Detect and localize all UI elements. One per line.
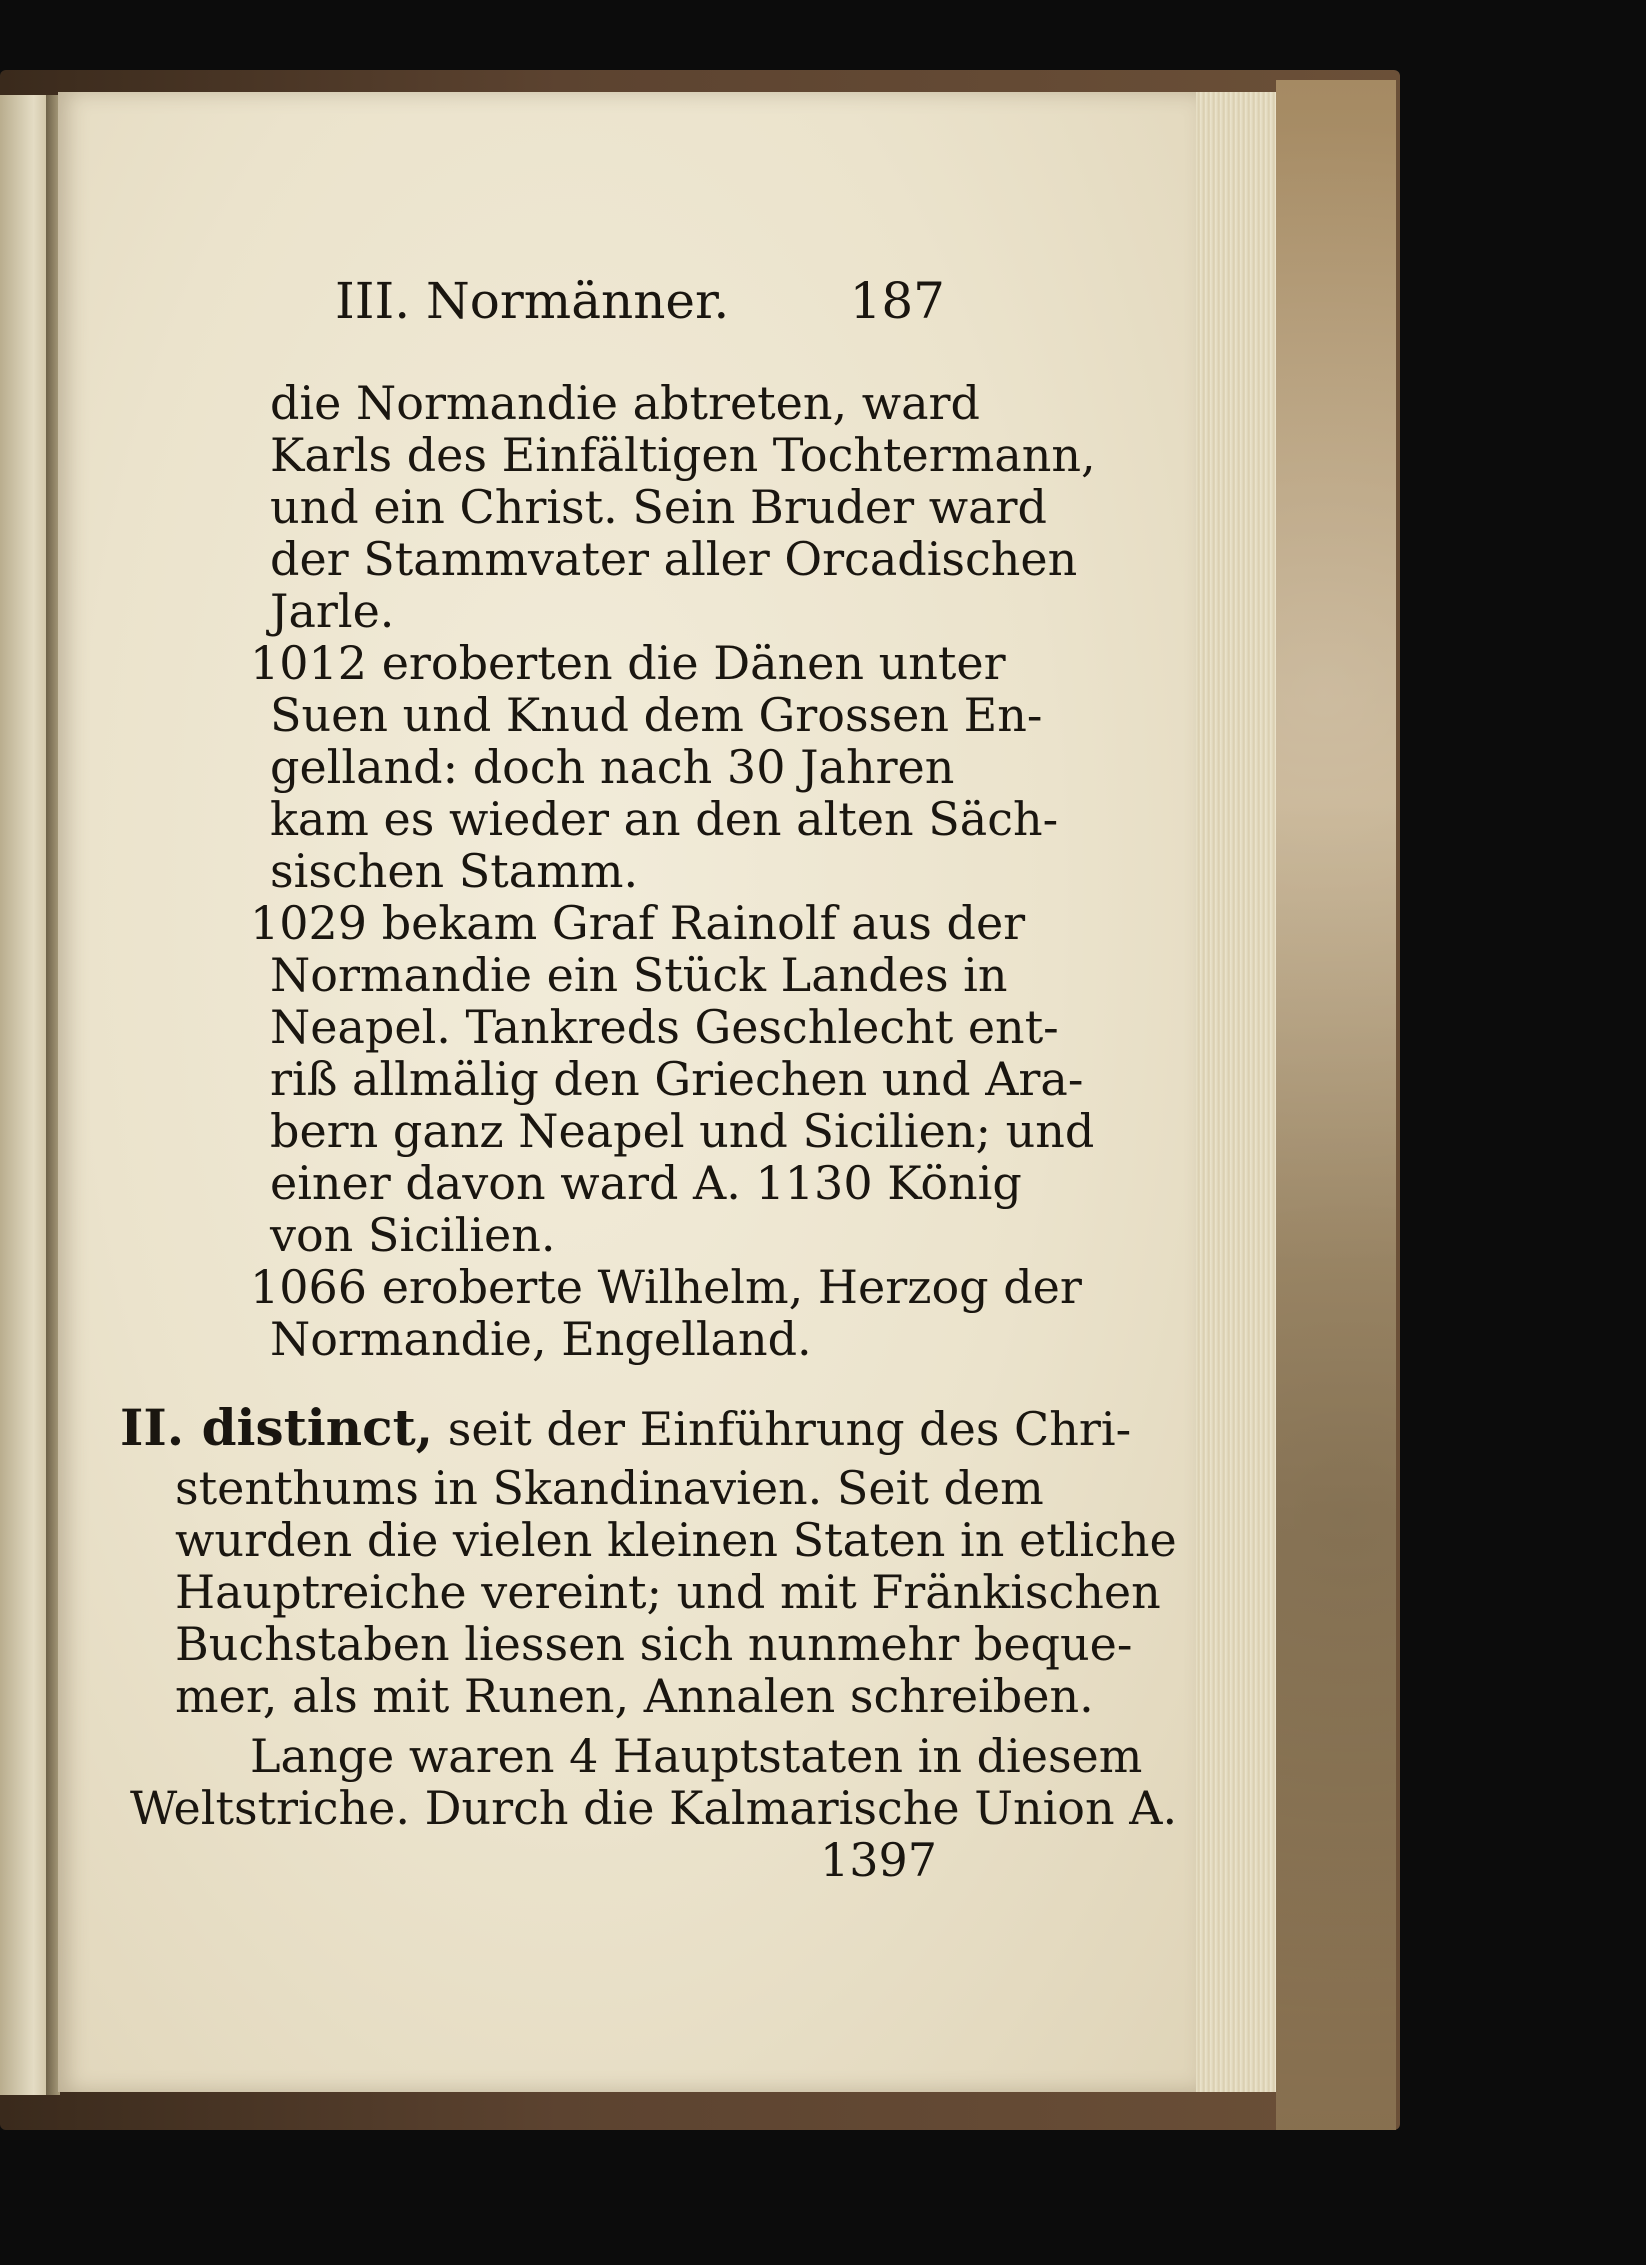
text-line: bern ganz Neapel und Sicilien; und [270, 1104, 1095, 1158]
text-line: die Normandie abtreten, ward [270, 376, 980, 430]
text-line: riß allmälig den Griechen und Ara- [270, 1052, 1084, 1106]
page-number: 187 [849, 272, 945, 330]
marbled-board [1276, 80, 1396, 2130]
section-first-line: seit der Einführung des Chri- [447, 1402, 1132, 1456]
text-line: stenthums in Skandinavien. Seit dem [175, 1461, 1044, 1515]
text-line: Normandie ein Stück Landes in [270, 948, 1008, 1002]
text-line: 1012 eroberten die Dänen unter [250, 636, 1006, 690]
catchword: 1397 [820, 1833, 938, 1887]
text-line: sischen Stamm. [270, 844, 639, 898]
text-line: Lange waren 4 Hauptstaten in diesem [250, 1729, 1143, 1783]
text-line: einer davon ward A. 1130 König [270, 1156, 1022, 1210]
text-line: Neapel. Tankreds Geschlecht ent- [270, 1000, 1059, 1054]
text-line: Hauptreiche vereint; und mit Fränkischen [175, 1565, 1161, 1619]
section-label: II. distinct, [120, 1398, 434, 1457]
text-line: und ein Christ. Sein Bruder ward [270, 480, 1047, 534]
text-line: kam es wieder an den alten Säch- [270, 792, 1059, 846]
text-line: mer, als mit Runen, Annalen schreiben. [175, 1669, 1094, 1723]
left-page-edge [0, 95, 48, 2095]
text-line: Suen und Knud dem Grossen En- [270, 688, 1043, 742]
text-line: Normandie, Engelland. [270, 1312, 812, 1366]
text-line: gelland: doch nach 30 Jahren [270, 740, 955, 794]
chapter-title: III. Normänner. [335, 272, 730, 330]
text-line: von Sicilien. [270, 1208, 556, 1262]
text-line: der Stammvater aller Orcadischen [270, 532, 1078, 586]
text-line: Buchstaben liessen sich nunmehr beque- [175, 1617, 1133, 1671]
text-line: Weltstriche. Durch die Kalmarische Union A. [130, 1781, 1178, 1835]
text-line: wurden die vielen kleinen Staten in etliche [175, 1513, 1177, 1567]
text-line: 1029 bekam Graf Rainolf aus der [250, 896, 1026, 950]
text-line: 1066 eroberte Wilhelm, Herzog der [250, 1260, 1082, 1314]
text-line: Karls des Einfältigen Tochtermann, [270, 428, 1096, 482]
page-edges [1196, 92, 1276, 2092]
running-header [335, 272, 945, 342]
text-line: Jarle. [270, 584, 395, 638]
section-heading [120, 1400, 1131, 1456]
